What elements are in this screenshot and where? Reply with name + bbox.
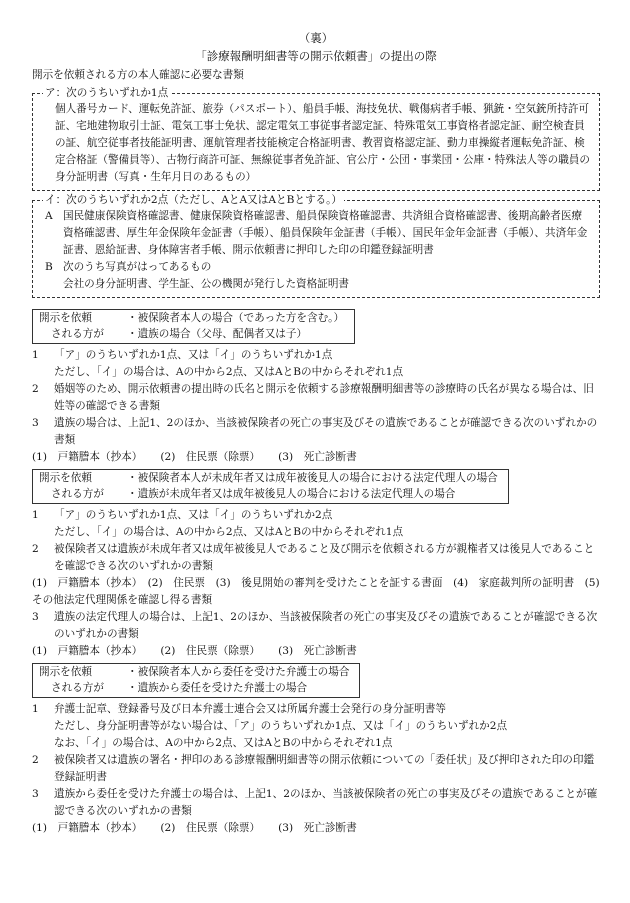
sec2-box-l1: 開示を依頼 [39,472,92,484]
sec3-item-1-note-1: ただし、身分証明書等がない場合は、「ア」のうちいずれか1点、又は「イ」のうちいずれか2点 [54,720,508,732]
sec2-doc-list: (1) 戸籍謄本（抄本） (2) 住民票 (3) 後見開始の審判を受けたことを証する書面 (4) 家庭裁判所の証明書 (5) その他法定代理関係を確認し得る書類 [32,577,611,606]
sec2-box-r1: ・被保険者本人が未成年者又は成年被後見人の場合における法定代理人の場合 [127,472,498,484]
sec1-box-l1: 開示を依頼 [39,312,92,324]
document-title: 「診療報酬明細書等の開示依頼書」の提出の際 [195,49,437,63]
sec1-box-r1: ・被保険者本人の場合（であった方を含む。） [127,312,345,324]
box-a-legend: ア：次のうちいずれか1点 [45,87,169,99]
sec3-box-l2: される方が [51,681,104,694]
sec2-doc-list-2: (1) 戸籍謄本（抄本） (2) 住民票（除票） (3) 死亡診断書 [32,645,357,657]
sec2-box [32,469,509,504]
sec2-item-3: 3 遺族の法定代理人の場合は、上記1、2のほか、当該被保険者の死亡の事実及びその遺族であることが確認できる次のいずれかの書類 [32,611,598,640]
sec3-box [32,663,360,698]
box-i-legend: イ：次のうちいずれか2点（ただし、AとA又はAとBとする。） [45,194,343,206]
sec1-box-l2: される方が [51,327,104,340]
sec1-item-1-note: ただし、「イ」の場合は、Aの中から2点、又はAとBの中からそれぞれ1点 [54,366,404,378]
sec2-box-r2: ・遺族が未成年者又は成年被後見人の場合における法定代理人の場合 [127,487,456,500]
box-i-b-text2: 会社の身分証明書、学生証、公の機関が発行した資格証明書 [63,278,350,290]
page-side-label: （裏） [298,31,334,45]
box-i-row-b [41,259,591,276]
sec2-item-1: 1 「ア」のうちいずれか1点、又は「イ」のうちいずれか2点 [32,509,333,521]
sec1-box-r2: ・遺族の場合（父母、配偶者又は子） [127,327,308,340]
intro-heading: 開示を依頼される方の本人確認に必要な書類 [32,69,244,81]
box-a [32,87,600,191]
sec3-box-r1: ・被保険者本人から委任を受けた弁護士の場合 [127,666,350,678]
sec3-box-l1: 開示を依頼 [39,666,92,678]
box-a-body: 個人番号カード、運転免許証、旅券（パスポート）、船員手帳、海技免状、戦傷病者手帳、猟銃・空気銃所持許可証、宅地建物取引士証、電気工事士免状、認定電気工事従事者認定証、特殊電気工事資格者認定証、耐空検査員の証、航空従事者技能証明書、運航管理者技能検定合格証明書、教習資格認定証、動力車操縦者運転免許証、検定合格証（警備員等）、古物行商許可証、無線従事者免許証、官公庁・公団・事業団・公庫・特殊法人等の職員の身分証明書（写真・生年月日のあるもの） [55,103,590,183]
box-i-b-label: B [45,261,53,273]
sec3-doc-list: (1) 戸籍謄本（抄本） (2) 住民票（除票） (3) 死亡診断書 [32,822,357,834]
sec2-item-1-note: ただし、「イ」の場合は、Aの中から2点、又はAとBの中からそれぞれ1点 [54,526,404,538]
sec1-item-3: 3 遺族の場合は、上記1、2のほか、当該被保険者の死亡の事実及びその遺族であることが確認できる次のいずれかの書類 [32,417,598,446]
box-i-a-text: 国民健康保険資格確認書、健康保険資格確認書、船員保険資格確認書、共済組合資格確認書、後期高齢者医療資格確認書、厚生年金保険年金証書（手帳）、船員保険年金証書（手帳）、国民年金年金証書（手帳）、共済年金証書、恩給証書、身体障害者手帳、開示依頼書に押印した印の印鑑登録証明書 [63,210,588,256]
sec1-item-2: 2 婚姻等のため、開示依頼書の提出時の氏名と開示を依頼する診療報酬明細書等の診療時の氏名が異なる場合は、旧姓等の確認できる書類 [32,383,594,412]
box-i-row-b2 [41,276,591,293]
sec3-item-2: 2 被保険者又は遺族の署名・押印のある診療報酬明細書等の開示依頼についての「委任状」及び押印された印の印鑑登録証明書 [32,754,595,783]
sec1-item-1: 1 「ア」のうちいずれか1点、又は「イ」のうちいずれか1点 [32,349,333,361]
sec1-doc-list: (1) 戸籍謄本（抄本） (2) 住民票（除票） (3) 死亡診断書 [32,451,357,463]
sec3-box-r2: ・遺族から委任を受けた弁護士の場合 [127,681,308,694]
box-i-b-text1: 次のうち写真がはってあるもの [63,261,212,273]
document-page [32,30,611,837]
sec2-item-2: 2 被保険者又は遺族が未成年者又は成年被後見人であること及び開示を依頼される方が親権者又は後見人であることを確認できる次のいずれかの書類 [32,543,595,572]
sec3-item-3: 3 遺族から委任を受けた弁護士の場合は、上記1、2のほか、当該被保険者の死亡の事実及びその遺族であることが確認できる次のいずれかの書類 [32,788,598,817]
sec2-box-l2: される方が [51,487,104,500]
box-i-a-label: A [45,210,53,222]
sec3-item-1-note-2: なお、「イ」の場合は、Aの中から2点、又はAとBの中からそれぞれ1点 [54,737,393,749]
sec1-box [32,309,355,344]
box-i [32,194,600,298]
box-i-row-a [41,208,591,259]
sec3-item-1: 1 弁護士記章、登録番号及び日本弁護士連合会又は所属弁護士会発行の身分証明書等 [32,703,446,715]
